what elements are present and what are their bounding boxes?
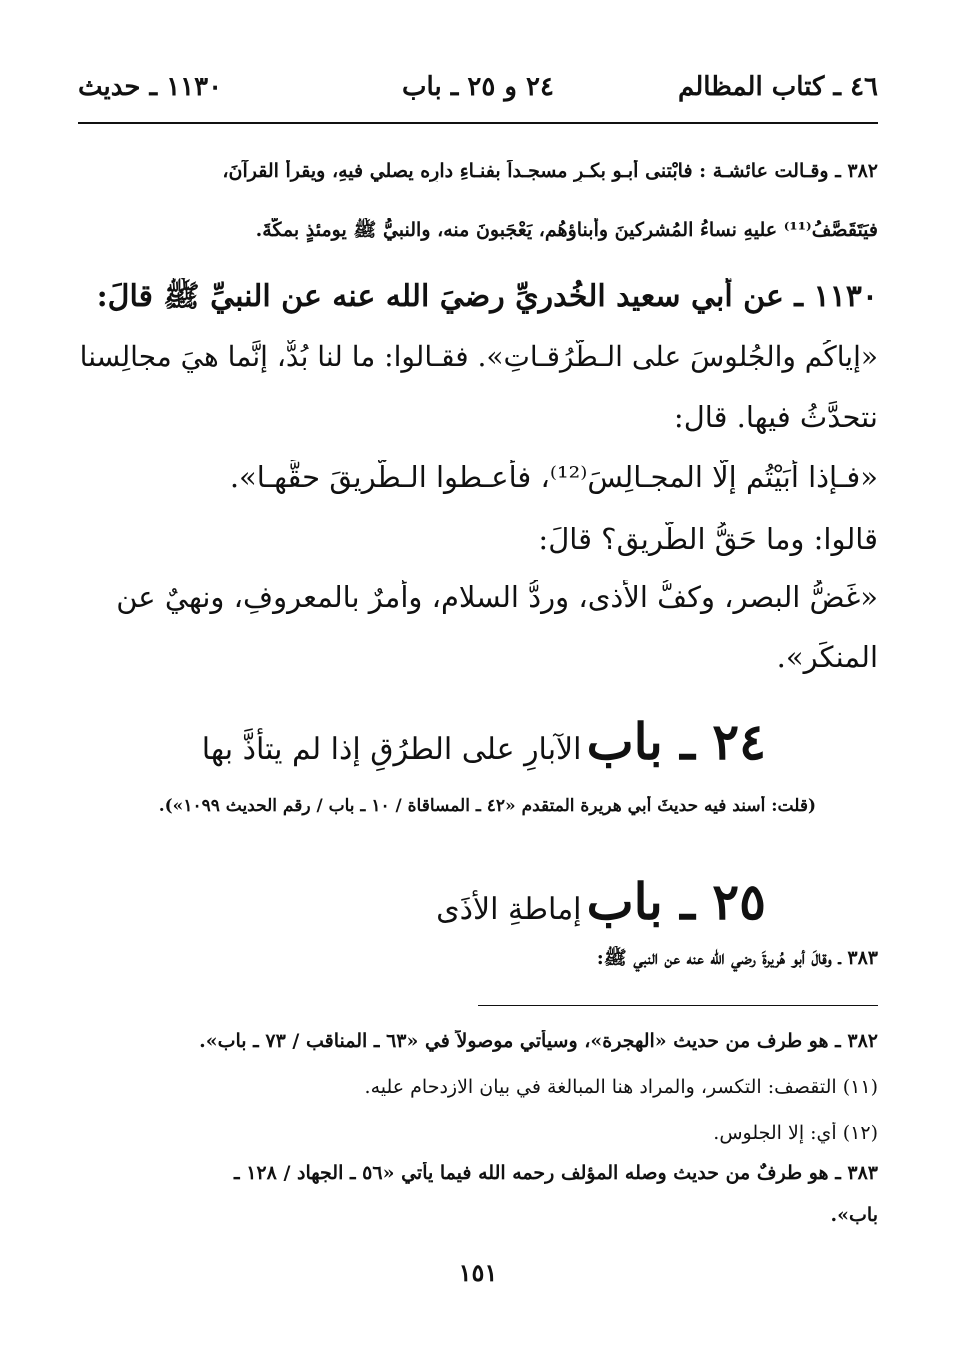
hadith-1130-line-4: «فـإذا أبَيْتُم إلَّا المجـالِسَ⁽¹²⁾، فأعـطوا الـطَّريقَ حقَّهـا». — [229, 460, 878, 494]
header-book-title: ٤٦ ـ كتاب المظالم — [678, 72, 878, 102]
hadith-1130-heading: ١١٣٠ ـ عن أبي سعيد الخُدريِّ رضيَ الله عنه عن النبيِّ ﷺ قالَ: — [96, 279, 878, 314]
hadith-1130-line-7: المنكَرِ». — [776, 640, 878, 674]
hadith-1130-line-2: «إياكُم والجُلوسَ على الـطُّرُقـاتِ». فقـالوا: ما لنا بُدٌّ، إنَّما هيَ مجالِسنا — [79, 340, 878, 373]
chapter-25-heading — [180, 872, 766, 931]
chapter-24-number: ٢٤ ـ باب — [586, 712, 766, 771]
footnote-382: ٣٨٢ ـ هو طرف من حديث «الهجرة»، وسيأتي موصولاً في «٦٣ ـ المناقب / ٧٣ ـ باب». — [199, 1030, 878, 1052]
header-hadith-number: ١١٣٠ ـ حديث — [78, 72, 223, 102]
header-chapter: ٢٤ و ٢٥ ـ باب — [402, 72, 554, 102]
note-383: ٣٨٣ ـ وقالَ أبو هُريرةَ رضي الله عنه عن النبي ﷺ: — [596, 947, 878, 969]
footnote-383-line-1: ٣٨٣ ـ هو طرفٌ من حديث وصله المؤلف رحمه الله فيما يأتي «٥٦ ـ الجهاد / ١٢٨ ـ — [234, 1162, 878, 1184]
page-number: ١٥١ — [458, 1258, 498, 1287]
note-382-line-2: فيَتَقَصَّفُ⁽¹¹⁾ عليهِ نساءُ المُشركينَ وأبناؤهُم، يَعْجَبونَ منه، والنبيُّ ﷺ يومئذٍ بمكّةَ. — [255, 219, 878, 241]
chapter-24-note: (قلت: أسند فيه حديثَ أبي هريرة المتقدم «٤٢ ـ المساقاة / ١٠ ـ باب / رقم الحديث ١٠٩٩»). — [158, 796, 816, 816]
chapter-25-title: إماطةِ الأذَى — [436, 892, 582, 927]
footnote-383-line-2: باب». — [830, 1204, 878, 1226]
footnote-11: (١١) التقصف: التكسر، والمراد هنا المبالغة في بيان الازدحام عليه. — [364, 1076, 878, 1098]
header-rule — [78, 122, 878, 124]
note-382-line-1: ٣٨٢ ـ وقـالت عائشـة : فابْتنى أبـو بكـرٍ مسجـداً بفنـاءِ دارِه يصلي فيهِ، ويقرأُ القرآنَ، — [222, 160, 878, 182]
chapter-24-title: الآبارِ على الطرُقِ إذا لم يتأذَّ بها — [201, 732, 582, 767]
chapter-25-number: ٢٥ ـ باب — [586, 872, 766, 931]
hadith-1130-line-3: نتحدَّثُ فيها. قال: — [673, 400, 878, 434]
footnote-rule — [478, 1005, 878, 1006]
footnote-12: (١٢) أي: إلا الجلوس. — [713, 1122, 878, 1144]
running-header — [78, 72, 878, 112]
chapter-24-heading — [180, 712, 766, 771]
hadith-1130-line-5: قالوا: وما حَقُّ الطَّريقِ؟ قالَ: — [538, 522, 878, 556]
hadith-1130-line-6: «غَضُّ البصرِ، وكفُّ الأذى، وردُّ السلامِ، وأمرٌ بالمعروفِ، ونهيٌ عن — [116, 580, 878, 614]
